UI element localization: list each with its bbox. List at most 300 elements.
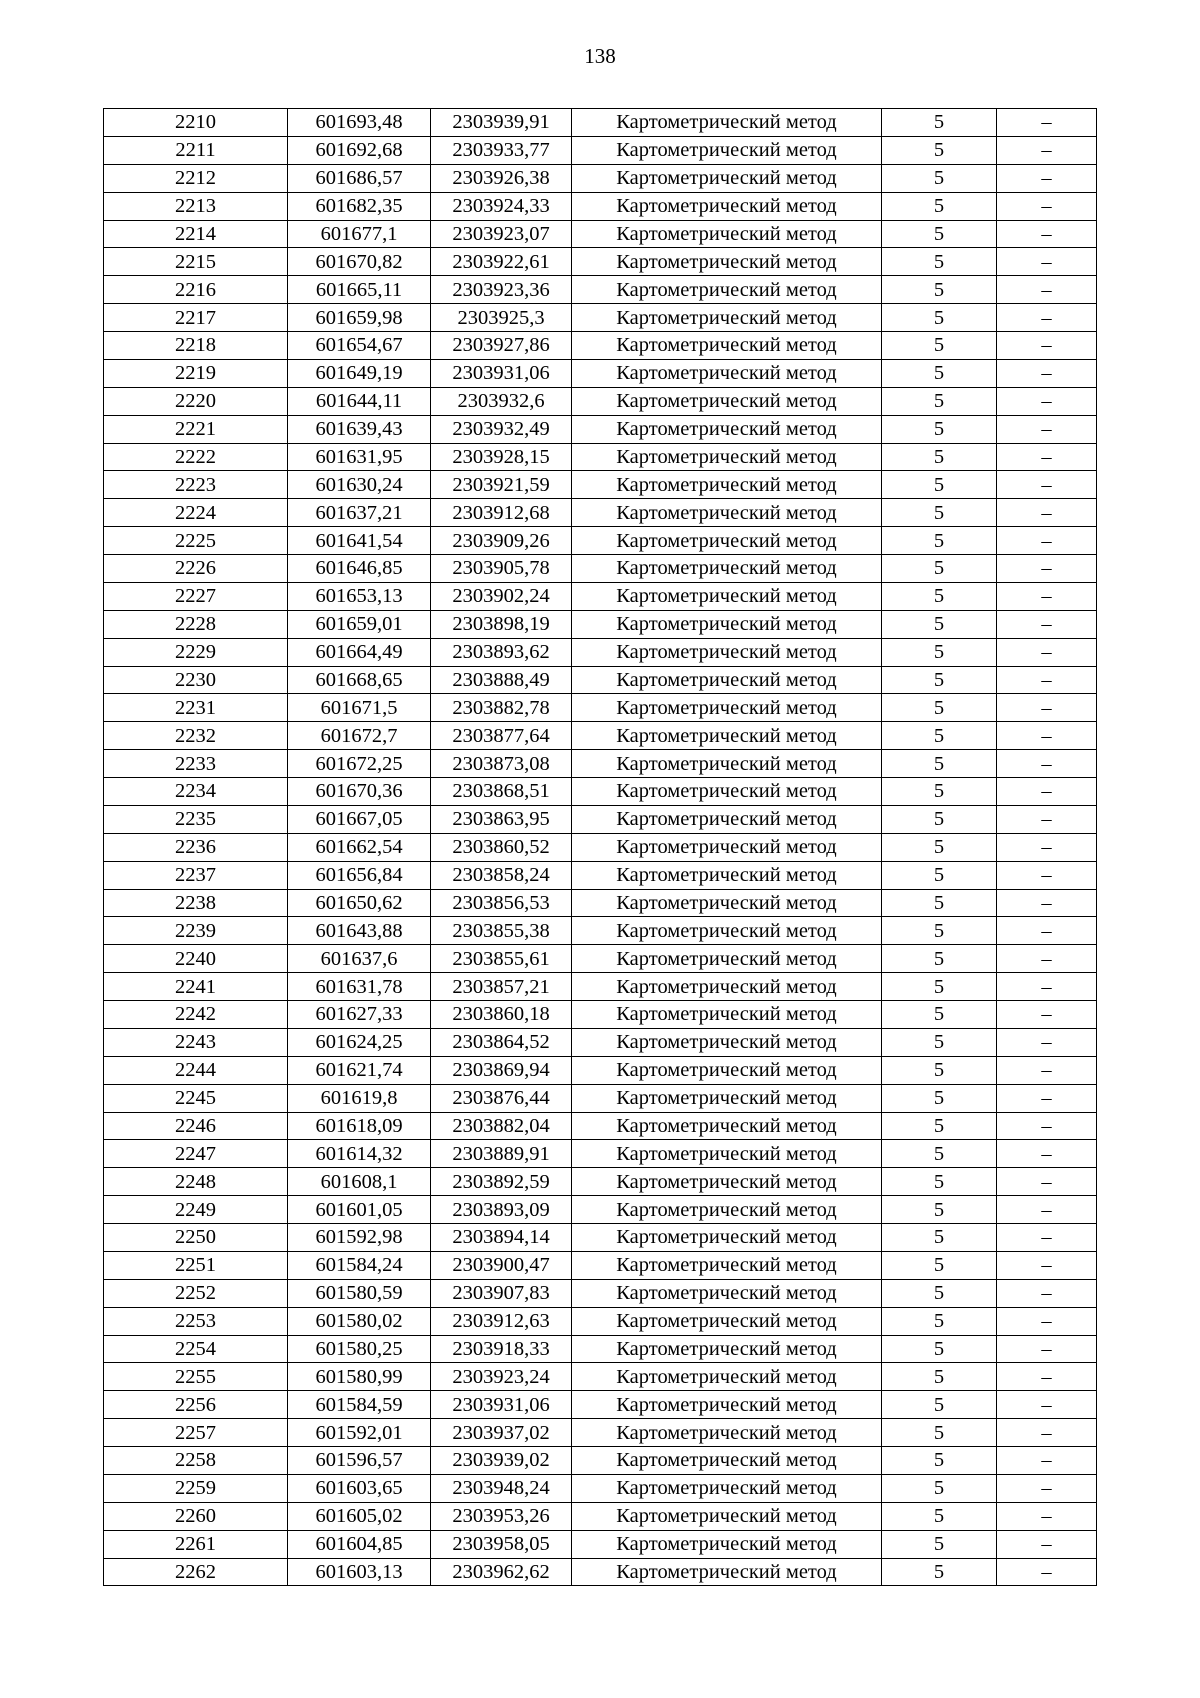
- method-cell: Картометрический метод: [572, 666, 882, 694]
- y-coordinate-cell: 2303907,83: [431, 1279, 572, 1307]
- note-cell: –: [997, 1307, 1097, 1335]
- accuracy-cell: 5: [882, 666, 997, 694]
- method-cell: Картометрический метод: [572, 1307, 882, 1335]
- y-coordinate-cell: 2303962,62: [431, 1558, 572, 1586]
- note-cell: –: [997, 1335, 1097, 1363]
- y-coordinate-cell: 2303921,59: [431, 471, 572, 499]
- y-coordinate-cell: 2303932,49: [431, 415, 572, 443]
- table-row: [104, 889, 1097, 917]
- note-cell: –: [997, 499, 1097, 527]
- accuracy-cell: 5: [882, 276, 997, 304]
- accuracy-cell: 5: [882, 192, 997, 220]
- table-row: [104, 1363, 1097, 1391]
- accuracy-cell: 5: [882, 1335, 997, 1363]
- point-number-cell: 2230: [104, 666, 288, 694]
- x-coordinate-cell: 601592,01: [288, 1419, 431, 1447]
- x-coordinate-cell: 601639,43: [288, 415, 431, 443]
- point-number-cell: 2232: [104, 722, 288, 750]
- accuracy-cell: 5: [882, 1391, 997, 1419]
- point-number-cell: 2225: [104, 527, 288, 555]
- note-cell: –: [997, 1028, 1097, 1056]
- table-row: [104, 1447, 1097, 1475]
- point-number-cell: 2258: [104, 1447, 288, 1475]
- x-coordinate-cell: 601580,02: [288, 1307, 431, 1335]
- accuracy-cell: 5: [882, 304, 997, 332]
- y-coordinate-cell: 2303894,14: [431, 1224, 572, 1252]
- accuracy-cell: 5: [882, 1251, 997, 1279]
- y-coordinate-cell: 2303856,53: [431, 889, 572, 917]
- x-coordinate-cell: 601671,5: [288, 694, 431, 722]
- x-coordinate-cell: 601662,54: [288, 833, 431, 861]
- method-cell: Картометрический метод: [572, 1419, 882, 1447]
- point-number-cell: 2224: [104, 499, 288, 527]
- table-row: [104, 1391, 1097, 1419]
- accuracy-cell: 5: [882, 387, 997, 415]
- point-number-cell: 2259: [104, 1474, 288, 1502]
- accuracy-cell: 5: [882, 555, 997, 583]
- table-row: [104, 1530, 1097, 1558]
- method-cell: Картометрический метод: [572, 248, 882, 276]
- table-row: [104, 1558, 1097, 1586]
- table-row: [104, 276, 1097, 304]
- x-coordinate-cell: 601621,74: [288, 1056, 431, 1084]
- note-cell: –: [997, 443, 1097, 471]
- method-cell: Картометрический метод: [572, 1279, 882, 1307]
- x-coordinate-cell: 601672,7: [288, 722, 431, 750]
- note-cell: –: [997, 359, 1097, 387]
- method-cell: Картометрический метод: [572, 1140, 882, 1168]
- method-cell: Картометрический метод: [572, 917, 882, 945]
- method-cell: Картометрический метод: [572, 1558, 882, 1586]
- method-cell: Картометрический метод: [572, 1028, 882, 1056]
- y-coordinate-cell: 2303889,91: [431, 1140, 572, 1168]
- table-row: [104, 555, 1097, 583]
- note-cell: –: [997, 666, 1097, 694]
- note-cell: –: [997, 220, 1097, 248]
- y-coordinate-cell: 2303923,07: [431, 220, 572, 248]
- note-cell: –: [997, 276, 1097, 304]
- note-cell: –: [997, 1502, 1097, 1530]
- point-number-cell: 2260: [104, 1502, 288, 1530]
- y-coordinate-cell: 2303876,44: [431, 1084, 572, 1112]
- point-number-cell: 2253: [104, 1307, 288, 1335]
- note-cell: –: [997, 415, 1097, 443]
- table-row: [104, 1224, 1097, 1252]
- table-row: [104, 332, 1097, 360]
- y-coordinate-cell: 2303922,61: [431, 248, 572, 276]
- x-coordinate-cell: 601692,68: [288, 136, 431, 164]
- table-row: [104, 666, 1097, 694]
- point-number-cell: 2242: [104, 1001, 288, 1029]
- point-number-cell: 2223: [104, 471, 288, 499]
- method-cell: Картометрический метод: [572, 805, 882, 833]
- y-coordinate-cell: 2303923,36: [431, 276, 572, 304]
- accuracy-cell: 5: [882, 722, 997, 750]
- point-number-cell: 2214: [104, 220, 288, 248]
- method-cell: Картометрический метод: [572, 610, 882, 638]
- accuracy-cell: 5: [882, 917, 997, 945]
- accuracy-cell: 5: [882, 1112, 997, 1140]
- point-number-cell: 2221: [104, 415, 288, 443]
- x-coordinate-cell: 601644,11: [288, 387, 431, 415]
- note-cell: –: [997, 694, 1097, 722]
- x-coordinate-cell: 601592,98: [288, 1224, 431, 1252]
- accuracy-cell: 5: [882, 332, 997, 360]
- method-cell: Картометрический метод: [572, 1335, 882, 1363]
- x-coordinate-cell: 601682,35: [288, 192, 431, 220]
- note-cell: –: [997, 1196, 1097, 1224]
- y-coordinate-cell: 2303877,64: [431, 722, 572, 750]
- note-cell: –: [997, 973, 1097, 1001]
- method-cell: Картометрический метод: [572, 833, 882, 861]
- table-row: [104, 1084, 1097, 1112]
- table-row: [104, 471, 1097, 499]
- x-coordinate-cell: 601584,24: [288, 1251, 431, 1279]
- table-row: [104, 1474, 1097, 1502]
- y-coordinate-cell: 2303857,21: [431, 973, 572, 1001]
- coordinates-table: [103, 108, 1097, 1586]
- method-cell: Картометрический метод: [572, 332, 882, 360]
- y-coordinate-cell: 2303873,08: [431, 750, 572, 778]
- note-cell: –: [997, 136, 1097, 164]
- y-coordinate-cell: 2303912,68: [431, 499, 572, 527]
- point-number-cell: 2241: [104, 973, 288, 1001]
- note-cell: –: [997, 1140, 1097, 1168]
- note-cell: –: [997, 1530, 1097, 1558]
- accuracy-cell: 5: [882, 1363, 997, 1391]
- table-row: [104, 443, 1097, 471]
- point-number-cell: 2243: [104, 1028, 288, 1056]
- x-coordinate-cell: 601637,6: [288, 945, 431, 973]
- table-row: [104, 833, 1097, 861]
- y-coordinate-cell: 2303912,63: [431, 1307, 572, 1335]
- note-cell: –: [997, 1419, 1097, 1447]
- x-coordinate-cell: 601603,65: [288, 1474, 431, 1502]
- method-cell: Картометрический метод: [572, 359, 882, 387]
- table-row: [104, 638, 1097, 666]
- y-coordinate-cell: 2303888,49: [431, 666, 572, 694]
- point-number-cell: 2246: [104, 1112, 288, 1140]
- note-cell: –: [997, 1363, 1097, 1391]
- method-cell: Картометрический метод: [572, 276, 882, 304]
- table-row: [104, 136, 1097, 164]
- point-number-cell: 2239: [104, 917, 288, 945]
- point-number-cell: 2219: [104, 359, 288, 387]
- method-cell: Картометрический метод: [572, 192, 882, 220]
- y-coordinate-cell: 2303864,52: [431, 1028, 572, 1056]
- x-coordinate-cell: 601670,36: [288, 778, 431, 806]
- accuracy-cell: 5: [882, 1001, 997, 1029]
- note-cell: –: [997, 1279, 1097, 1307]
- note-cell: –: [997, 1474, 1097, 1502]
- x-coordinate-cell: 601637,21: [288, 499, 431, 527]
- note-cell: –: [997, 555, 1097, 583]
- x-coordinate-cell: 601627,33: [288, 1001, 431, 1029]
- page-number: 138: [584, 44, 616, 68]
- y-coordinate-cell: 2303932,6: [431, 387, 572, 415]
- y-coordinate-cell: 2303933,77: [431, 136, 572, 164]
- method-cell: Картометрический метод: [572, 1447, 882, 1475]
- table-row: [104, 220, 1097, 248]
- point-number-cell: 2227: [104, 582, 288, 610]
- x-coordinate-cell: 601659,98: [288, 304, 431, 332]
- table-row: [104, 1279, 1097, 1307]
- method-cell: Картометрический метод: [572, 1530, 882, 1558]
- table-row: [104, 1140, 1097, 1168]
- method-cell: Картометрический метод: [572, 1168, 882, 1196]
- note-cell: –: [997, 889, 1097, 917]
- method-cell: Картометрический метод: [572, 304, 882, 332]
- point-number-cell: 2257: [104, 1419, 288, 1447]
- method-cell: Картометрический метод: [572, 527, 882, 555]
- accuracy-cell: 5: [882, 1502, 997, 1530]
- accuracy-cell: 5: [882, 889, 997, 917]
- y-coordinate-cell: 2303882,04: [431, 1112, 572, 1140]
- table-row: [104, 582, 1097, 610]
- y-coordinate-cell: 2303918,33: [431, 1335, 572, 1363]
- table-row: [104, 304, 1097, 332]
- x-coordinate-cell: 601630,24: [288, 471, 431, 499]
- accuracy-cell: 5: [882, 973, 997, 1001]
- accuracy-cell: 5: [882, 443, 997, 471]
- y-coordinate-cell: 2303926,38: [431, 164, 572, 192]
- point-number-cell: 2229: [104, 638, 288, 666]
- method-cell: Картометрический метод: [572, 1363, 882, 1391]
- y-coordinate-cell: 2303858,24: [431, 861, 572, 889]
- x-coordinate-cell: 601604,85: [288, 1530, 431, 1558]
- point-number-cell: 2216: [104, 276, 288, 304]
- x-coordinate-cell: 601654,67: [288, 332, 431, 360]
- y-coordinate-cell: 2303905,78: [431, 555, 572, 583]
- y-coordinate-cell: 2303900,47: [431, 1251, 572, 1279]
- y-coordinate-cell: 2303893,62: [431, 638, 572, 666]
- x-coordinate-cell: 601580,99: [288, 1363, 431, 1391]
- note-cell: –: [997, 750, 1097, 778]
- method-cell: Картометрический метод: [572, 1391, 882, 1419]
- note-cell: –: [997, 164, 1097, 192]
- point-number-cell: 2237: [104, 861, 288, 889]
- accuracy-cell: 5: [882, 1474, 997, 1502]
- accuracy-cell: 5: [882, 778, 997, 806]
- x-coordinate-cell: 601656,84: [288, 861, 431, 889]
- method-cell: Картометрический метод: [572, 415, 882, 443]
- accuracy-cell: 5: [882, 610, 997, 638]
- method-cell: Картометрический метод: [572, 1474, 882, 1502]
- table-row: [104, 359, 1097, 387]
- y-coordinate-cell: 2303958,05: [431, 1530, 572, 1558]
- point-number-cell: 2251: [104, 1251, 288, 1279]
- table-row: [104, 778, 1097, 806]
- y-coordinate-cell: 2303939,91: [431, 109, 572, 137]
- x-coordinate-cell: 601686,57: [288, 164, 431, 192]
- table-row: [104, 945, 1097, 973]
- x-coordinate-cell: 601668,65: [288, 666, 431, 694]
- point-number-cell: 2211: [104, 136, 288, 164]
- table-row: [104, 805, 1097, 833]
- accuracy-cell: 5: [882, 527, 997, 555]
- table-row: [104, 109, 1097, 137]
- note-cell: –: [997, 387, 1097, 415]
- method-cell: Картометрический метод: [572, 638, 882, 666]
- method-cell: Картометрический метод: [572, 136, 882, 164]
- accuracy-cell: 5: [882, 1447, 997, 1475]
- note-cell: –: [997, 945, 1097, 973]
- y-coordinate-cell: 2303893,09: [431, 1196, 572, 1224]
- accuracy-cell: 5: [882, 833, 997, 861]
- table-row: [104, 499, 1097, 527]
- note-cell: –: [997, 304, 1097, 332]
- method-cell: Картометрический метод: [572, 1056, 882, 1084]
- note-cell: –: [997, 192, 1097, 220]
- point-number-cell: 2250: [104, 1224, 288, 1252]
- y-coordinate-cell: 2303909,26: [431, 527, 572, 555]
- table-row: [104, 1112, 1097, 1140]
- method-cell: Картометрический метод: [572, 889, 882, 917]
- table-row: [104, 527, 1097, 555]
- point-number-cell: 2236: [104, 833, 288, 861]
- accuracy-cell: 5: [882, 1140, 997, 1168]
- point-number-cell: 2248: [104, 1168, 288, 1196]
- note-cell: –: [997, 778, 1097, 806]
- note-cell: –: [997, 1447, 1097, 1475]
- point-number-cell: 2220: [104, 387, 288, 415]
- note-cell: –: [997, 638, 1097, 666]
- method-cell: Картометрический метод: [572, 499, 882, 527]
- accuracy-cell: 5: [882, 1168, 997, 1196]
- accuracy-cell: 5: [882, 164, 997, 192]
- method-cell: Картометрический метод: [572, 1084, 882, 1112]
- accuracy-cell: 5: [882, 1419, 997, 1447]
- point-number-cell: 2261: [104, 1530, 288, 1558]
- method-cell: Картометрический метод: [572, 164, 882, 192]
- y-coordinate-cell: 2303953,26: [431, 1502, 572, 1530]
- y-coordinate-cell: 2303863,95: [431, 805, 572, 833]
- y-coordinate-cell: 2303868,51: [431, 778, 572, 806]
- method-cell: Картометрический метод: [572, 387, 882, 415]
- x-coordinate-cell: 601631,95: [288, 443, 431, 471]
- y-coordinate-cell: 2303898,19: [431, 610, 572, 638]
- y-coordinate-cell: 2303860,18: [431, 1001, 572, 1029]
- y-coordinate-cell: 2303937,02: [431, 1419, 572, 1447]
- table-row: [104, 1251, 1097, 1279]
- accuracy-cell: 5: [882, 220, 997, 248]
- method-cell: Картометрический метод: [572, 1502, 882, 1530]
- point-number-cell: 2262: [104, 1558, 288, 1586]
- accuracy-cell: 5: [882, 1056, 997, 1084]
- note-cell: –: [997, 1391, 1097, 1419]
- y-coordinate-cell: 2303860,52: [431, 833, 572, 861]
- point-number-cell: 2231: [104, 694, 288, 722]
- method-cell: Картометрический метод: [572, 443, 882, 471]
- x-coordinate-cell: 601659,01: [288, 610, 431, 638]
- table-row: [104, 1028, 1097, 1056]
- table-row: [104, 610, 1097, 638]
- point-number-cell: 2215: [104, 248, 288, 276]
- accuracy-cell: 5: [882, 750, 997, 778]
- x-coordinate-cell: 601605,02: [288, 1502, 431, 1530]
- note-cell: –: [997, 1224, 1097, 1252]
- point-number-cell: 2245: [104, 1084, 288, 1112]
- table-row: [104, 1419, 1097, 1447]
- method-cell: Картометрический метод: [572, 1251, 882, 1279]
- note-cell: –: [997, 805, 1097, 833]
- accuracy-cell: 5: [882, 1307, 997, 1335]
- y-coordinate-cell: 2303902,24: [431, 582, 572, 610]
- x-coordinate-cell: 601580,25: [288, 1335, 431, 1363]
- accuracy-cell: 5: [882, 1530, 997, 1558]
- x-coordinate-cell: 601670,82: [288, 248, 431, 276]
- x-coordinate-cell: 601608,1: [288, 1168, 431, 1196]
- method-cell: Картометрический метод: [572, 945, 882, 973]
- point-number-cell: 2249: [104, 1196, 288, 1224]
- table-row: [104, 164, 1097, 192]
- table-row: [104, 415, 1097, 443]
- accuracy-cell: 5: [882, 359, 997, 387]
- x-coordinate-cell: 601665,11: [288, 276, 431, 304]
- table-row: [104, 694, 1097, 722]
- table-row: [104, 1307, 1097, 1335]
- note-cell: –: [997, 332, 1097, 360]
- y-coordinate-cell: 2303931,06: [431, 359, 572, 387]
- method-cell: Картометрический метод: [572, 220, 882, 248]
- table-row: [104, 917, 1097, 945]
- note-cell: –: [997, 1084, 1097, 1112]
- x-coordinate-cell: 601631,78: [288, 973, 431, 1001]
- note-cell: –: [997, 861, 1097, 889]
- table-row: [104, 1196, 1097, 1224]
- note-cell: –: [997, 1251, 1097, 1279]
- point-number-cell: 2222: [104, 443, 288, 471]
- table-row: [104, 1335, 1097, 1363]
- y-coordinate-cell: 2303923,24: [431, 1363, 572, 1391]
- method-cell: Картометрический метод: [572, 1224, 882, 1252]
- method-cell: Картометрический метод: [572, 750, 882, 778]
- x-coordinate-cell: 601672,25: [288, 750, 431, 778]
- accuracy-cell: 5: [882, 805, 997, 833]
- accuracy-cell: 5: [882, 1224, 997, 1252]
- x-coordinate-cell: 601677,1: [288, 220, 431, 248]
- x-coordinate-cell: 601667,05: [288, 805, 431, 833]
- note-cell: –: [997, 833, 1097, 861]
- table-row: [104, 1001, 1097, 1029]
- point-number-cell: 2238: [104, 889, 288, 917]
- y-coordinate-cell: 2303869,94: [431, 1056, 572, 1084]
- note-cell: –: [997, 582, 1097, 610]
- method-cell: Картометрический метод: [572, 1196, 882, 1224]
- accuracy-cell: 5: [882, 638, 997, 666]
- accuracy-cell: 5: [882, 1558, 997, 1586]
- table-row: [104, 192, 1097, 220]
- point-number-cell: 2210: [104, 109, 288, 137]
- note-cell: –: [997, 1168, 1097, 1196]
- accuracy-cell: 5: [882, 861, 997, 889]
- point-number-cell: 2228: [104, 610, 288, 638]
- accuracy-cell: 5: [882, 136, 997, 164]
- x-coordinate-cell: 601601,05: [288, 1196, 431, 1224]
- y-coordinate-cell: 2303924,33: [431, 192, 572, 220]
- accuracy-cell: 5: [882, 471, 997, 499]
- x-coordinate-cell: 601641,54: [288, 527, 431, 555]
- table-row: [104, 722, 1097, 750]
- point-number-cell: 2256: [104, 1391, 288, 1419]
- accuracy-cell: 5: [882, 248, 997, 276]
- point-number-cell: 2240: [104, 945, 288, 973]
- x-coordinate-cell: 601580,59: [288, 1279, 431, 1307]
- method-cell: Картометрический метод: [572, 694, 882, 722]
- x-coordinate-cell: 601664,49: [288, 638, 431, 666]
- table-row: [104, 973, 1097, 1001]
- y-coordinate-cell: 2303855,38: [431, 917, 572, 945]
